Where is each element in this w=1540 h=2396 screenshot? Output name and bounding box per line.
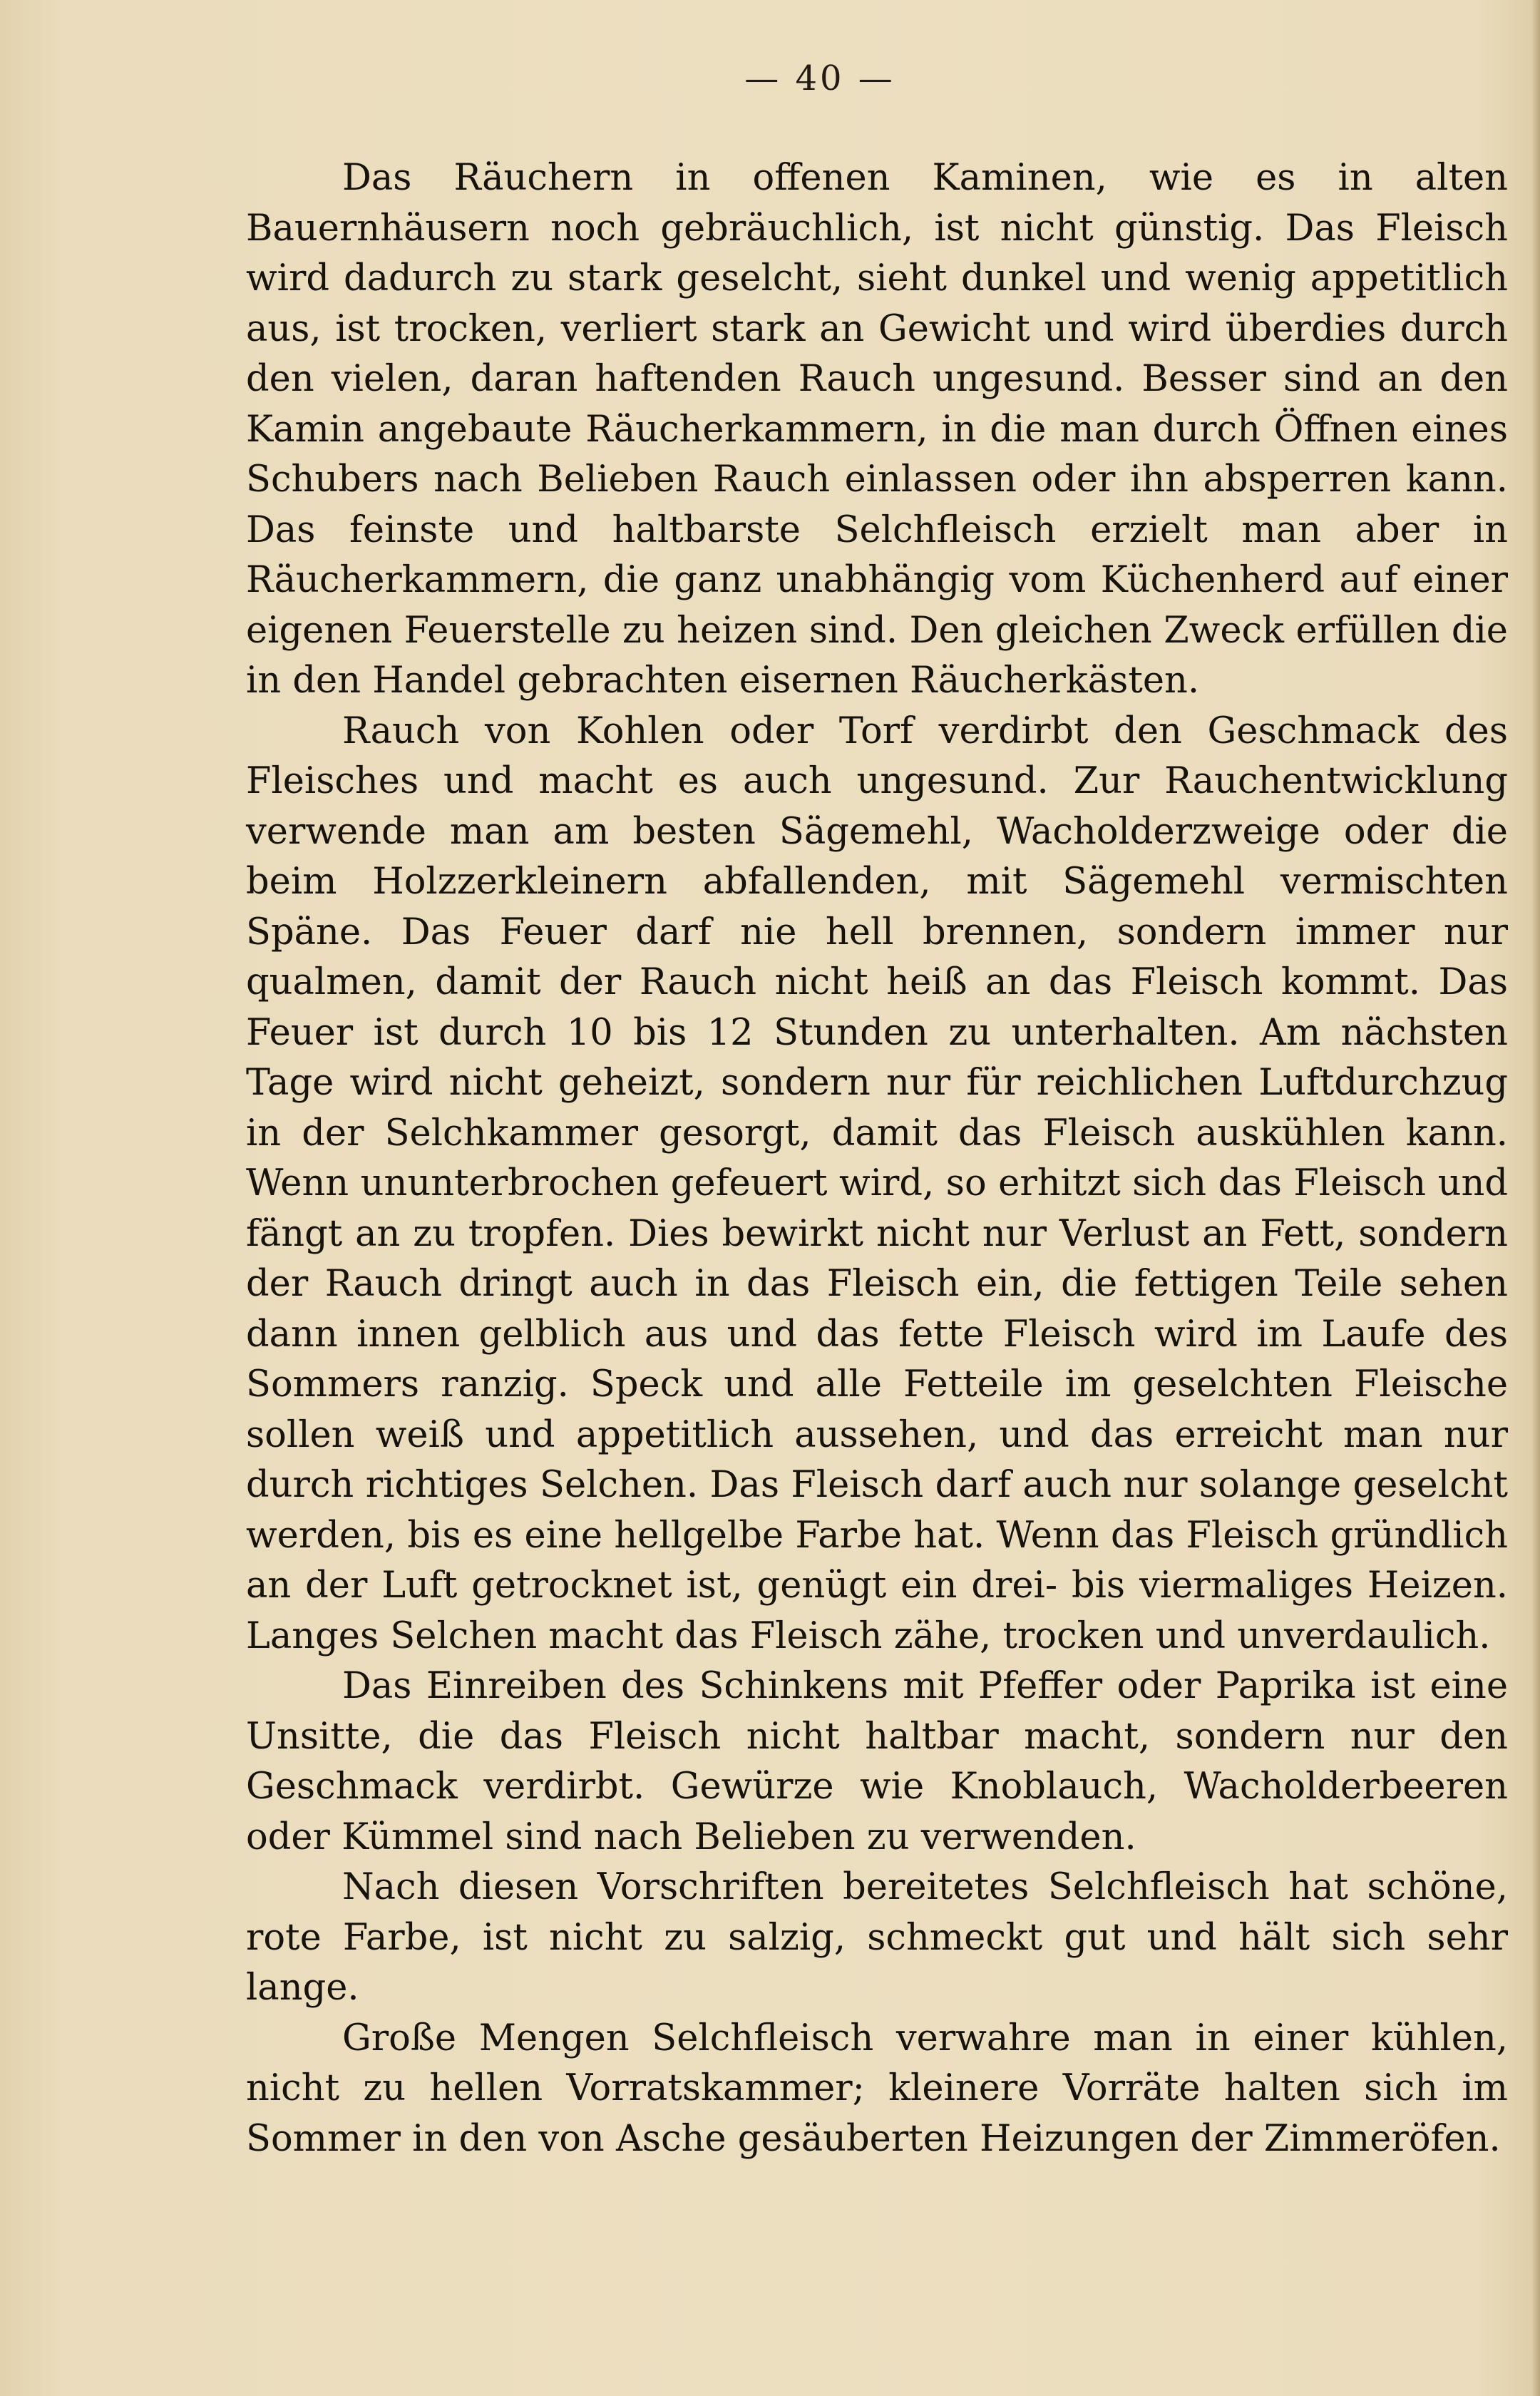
paragraph-seasoning: Das Einreiben des Schinkens mit Pfeffer oder Paprika ist eine Unsitte, die das Fleisch nicht haltbar macht, sondern nur den Geschmack verdirbt. Gewürze wie Knoblauch, Wacholderbeeren oder Kümmel sind nach Belieben zu verwenden. — [246, 1665, 1508, 1858]
paragraph-storage: Große Mengen Selchfleisch verwahre man in einer kühlen, nicht zu hellen Vorratskammer; kleinere Vorräte halten sich im Sommer in den von Asche gesäuberten Heizungen der Zimmeröfen. — [246, 2017, 1508, 2160]
page-number: — 40 — — [744, 58, 895, 98]
paragraph-smoke-fuel: Rauch von Kohlen oder Torf verdirbt den Geschmack des Fleisches und macht es auch ungesund. Zur Rauchentwicklung verwende man am besten Sägemehl, Wacholderzweige oder die beim Holzzerkleinern abfallenden, mit Sägemehl vermischten Späne. Das Feuer darf nie hell brennen, sondern immer nur qualmen, damit der Rauch nicht heiß an das Fleisch kommt. Das Feuer ist durch 10 bis 12 Stunden zu unterhalten. Am nächsten Tage wird nicht geheizt, sondern nur für reichlichen Luftdurchzug in der Selchkammer gesorgt, damit das Fleisch auskühlen kann. Wenn ununterbrochen gefeuert wird, so erhitzt sich das Fleisch und fängt an zu tropfen. Dies bewirkt nicht nur Verlust an Fett, sondern der Rauch dringt auch in das Fleisch ein, die fettigen Teile sehen dann innen gelblich aus und das fette Fleisch wird im Laufe des Sommers ranzig. Speck und alle Fetteile im geselchten Fleische sollen weiß und appetitlich aussehen, und das erreicht man nur durch richtiges Selchen. Das Fleisch darf auch nur solange geselcht werden, bis es eine hellgelbe Farbe hat. Wenn das Fleisch gründlich an der Luft getrocknet ist, genügt ein drei- bis viermaliges Heizen. Langes Selchen macht das Fleisch zähe, trocken und unverdaulich. — [246, 710, 1508, 1657]
paragraph-result: Nach diesen Vorschriften bereitetes Selchfleisch hat schöne, rote Farbe, ist nicht zu salzig, schmeckt gut und hält sich sehr lange. — [246, 1866, 1508, 2009]
page-edge-shadow — [1531, 0, 1540, 2396]
body-text — [246, 153, 1508, 2164]
paragraph-smoking-methods: Das Räuchern in offenen Kaminen, wie es in alten Bauernhäusern noch gebräuchlich, ist nicht günstig. Das Fleisch wird dadurch zu stark geselcht, sieht dunkel und wenig appetitlich aus, ist trocken, verliert stark an Gewicht und wird überdies durch den vielen, daran haftenden Rauch ungesund. Besser sind an den Kamin angebaute Räucherkammern, in die man durch Öffnen eines Schubers nach Belieben Rauch einlassen oder ihn absperren kann. Das feinste und haltbarste Selchfleisch erzielt man aber in Räucherkammern, die ganz unabhängig vom Küchenherd auf einer eigenen Feuerstelle zu heizen sind. Den gleichen Zweck erfüllen die in den Handel gebrachten eisernen Räucherkästen. — [246, 157, 1508, 702]
